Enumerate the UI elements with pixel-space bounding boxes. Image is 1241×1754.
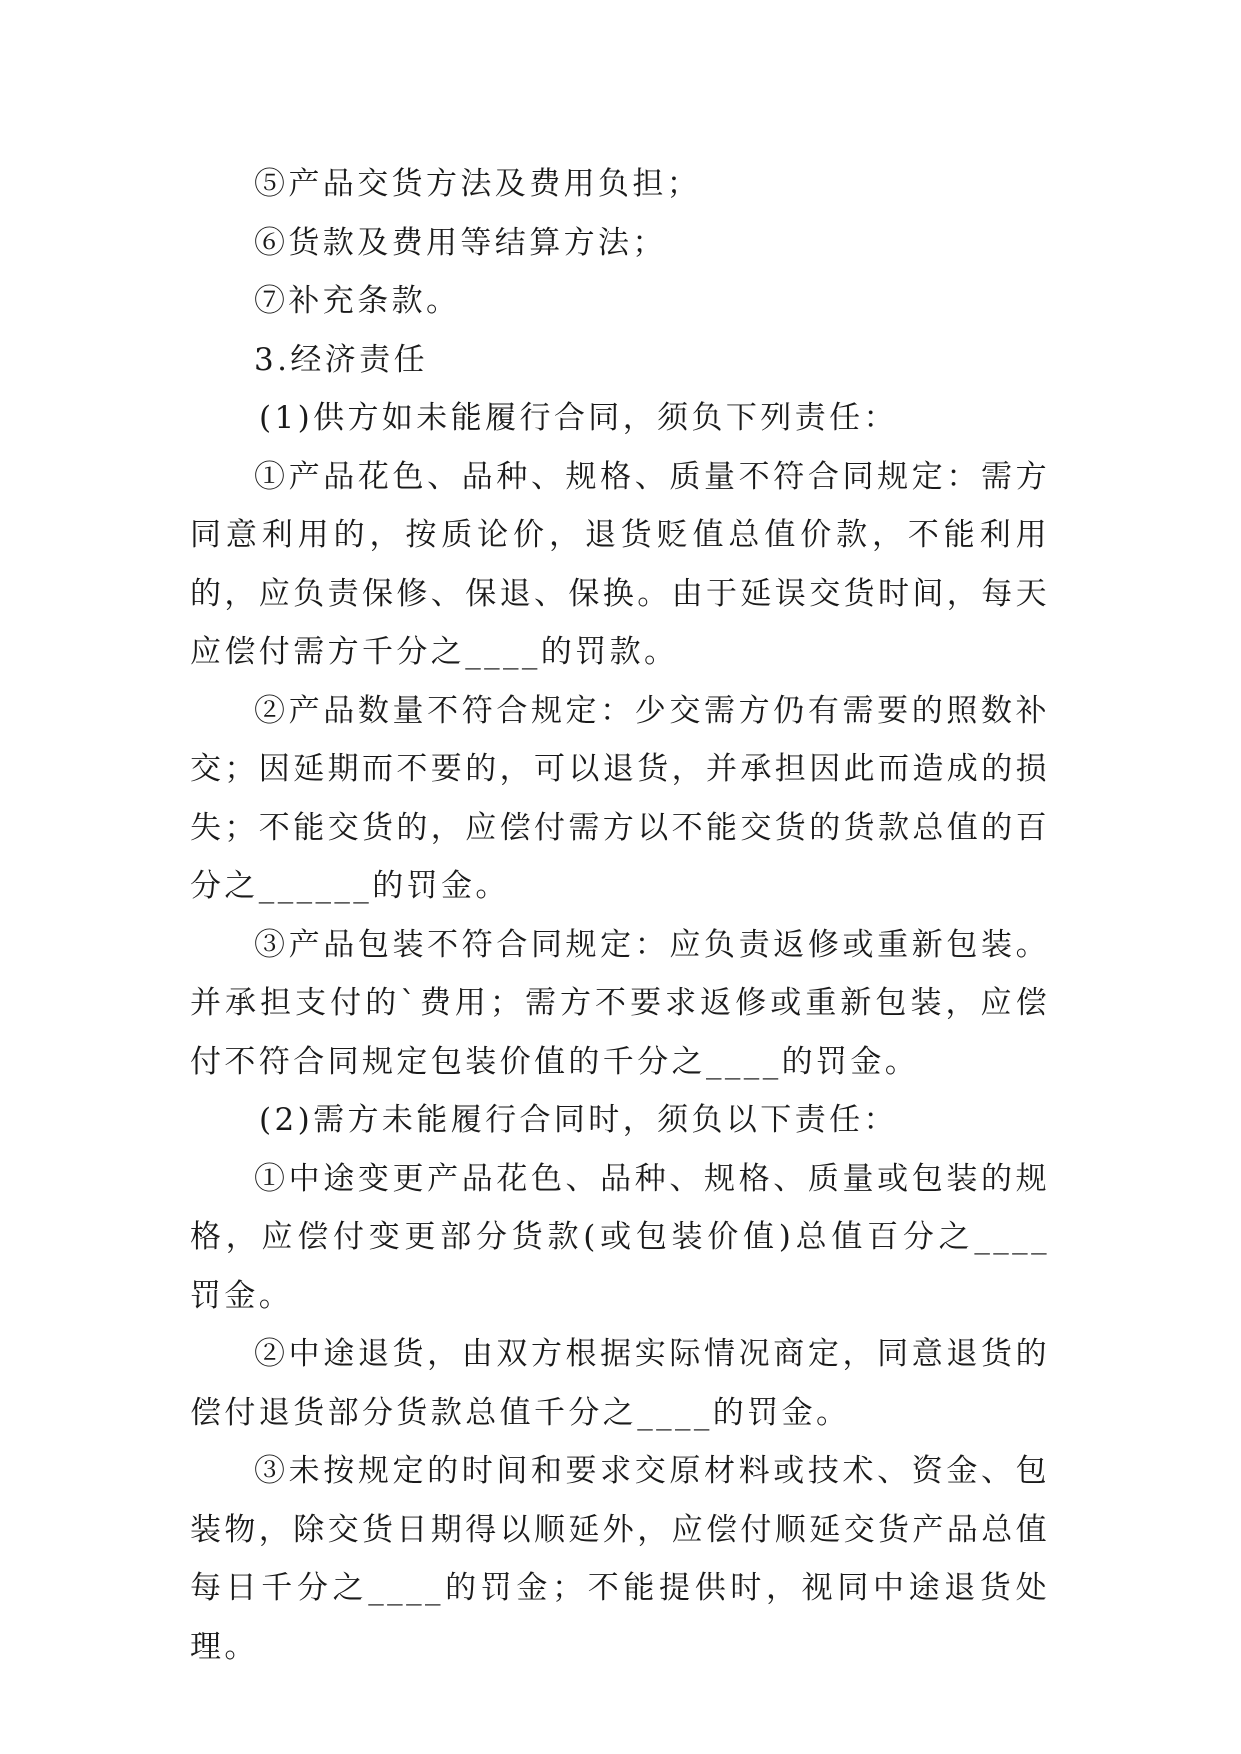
subsection-supplier-liability: (1)供方如未能履行合同，须负下列责任： [259, 400, 898, 436]
paragraph-item-5: ⑤产品交货方法及费用负担； [254, 166, 702, 202]
paragraph-buyer-change: ①中途变更产品花色、品种、规格、质量或包装的规格，应偿付变更部分货款(或包装价值)总值百分之____罚金。 [190, 1160, 1050, 1314]
paragraph-buyer-return: ②中途退货，由双方根据实际情况商定，同意退货的偿付退货部分货款总值千分之____的罚金。 [190, 1336, 1050, 1431]
paragraph-item-6: ⑥货款及费用等结算方法； [254, 224, 667, 261]
paragraph-item-7: ⑦补充条款。 [254, 283, 461, 319]
section-heading-economic-liability: 3.经济责任 [254, 341, 428, 378]
paragraph-supplier-packaging: ③产品包装不符合同规定：应负责返修或重新包装。并承担支付的`费用；需方不要求返修或重新包装，应偿付不符合同规定包装价值的千分之____的罚金。 [190, 926, 1050, 1080]
document-body [190, 155, 1050, 1676]
subsection-buyer-liability: (2)需方未能履行合同时，须负以下责任： [259, 1102, 898, 1138]
paragraph-supplier-quality: ①产品花色、品种、规格、质量不符合同规定：需方同意利用的，按质论价，退货贬值总值价款，不能利用的，应负责保修、保退、保换。由于延误交货时间，每天应偿付需方千分之____的罚款。 [190, 458, 1050, 670]
paragraph-supplier-quantity: ②产品数量不符合规定：少交需方仍有需要的照数补交；因延期而不要的，可以退货，并承担因此而造成的损失；不能交货的，应偿付需方以不能交货的货款总值的百分之______的罚金。 [190, 692, 1050, 904]
paragraph-buyer-materials: ③未按规定的时间和要求交原材料或技术、资金、包装物，除交货日期得以顺延外，应偿付顺延交货产品总值每日千分之____的罚金；不能提供时，视同中途退货处理。 [190, 1453, 1050, 1665]
